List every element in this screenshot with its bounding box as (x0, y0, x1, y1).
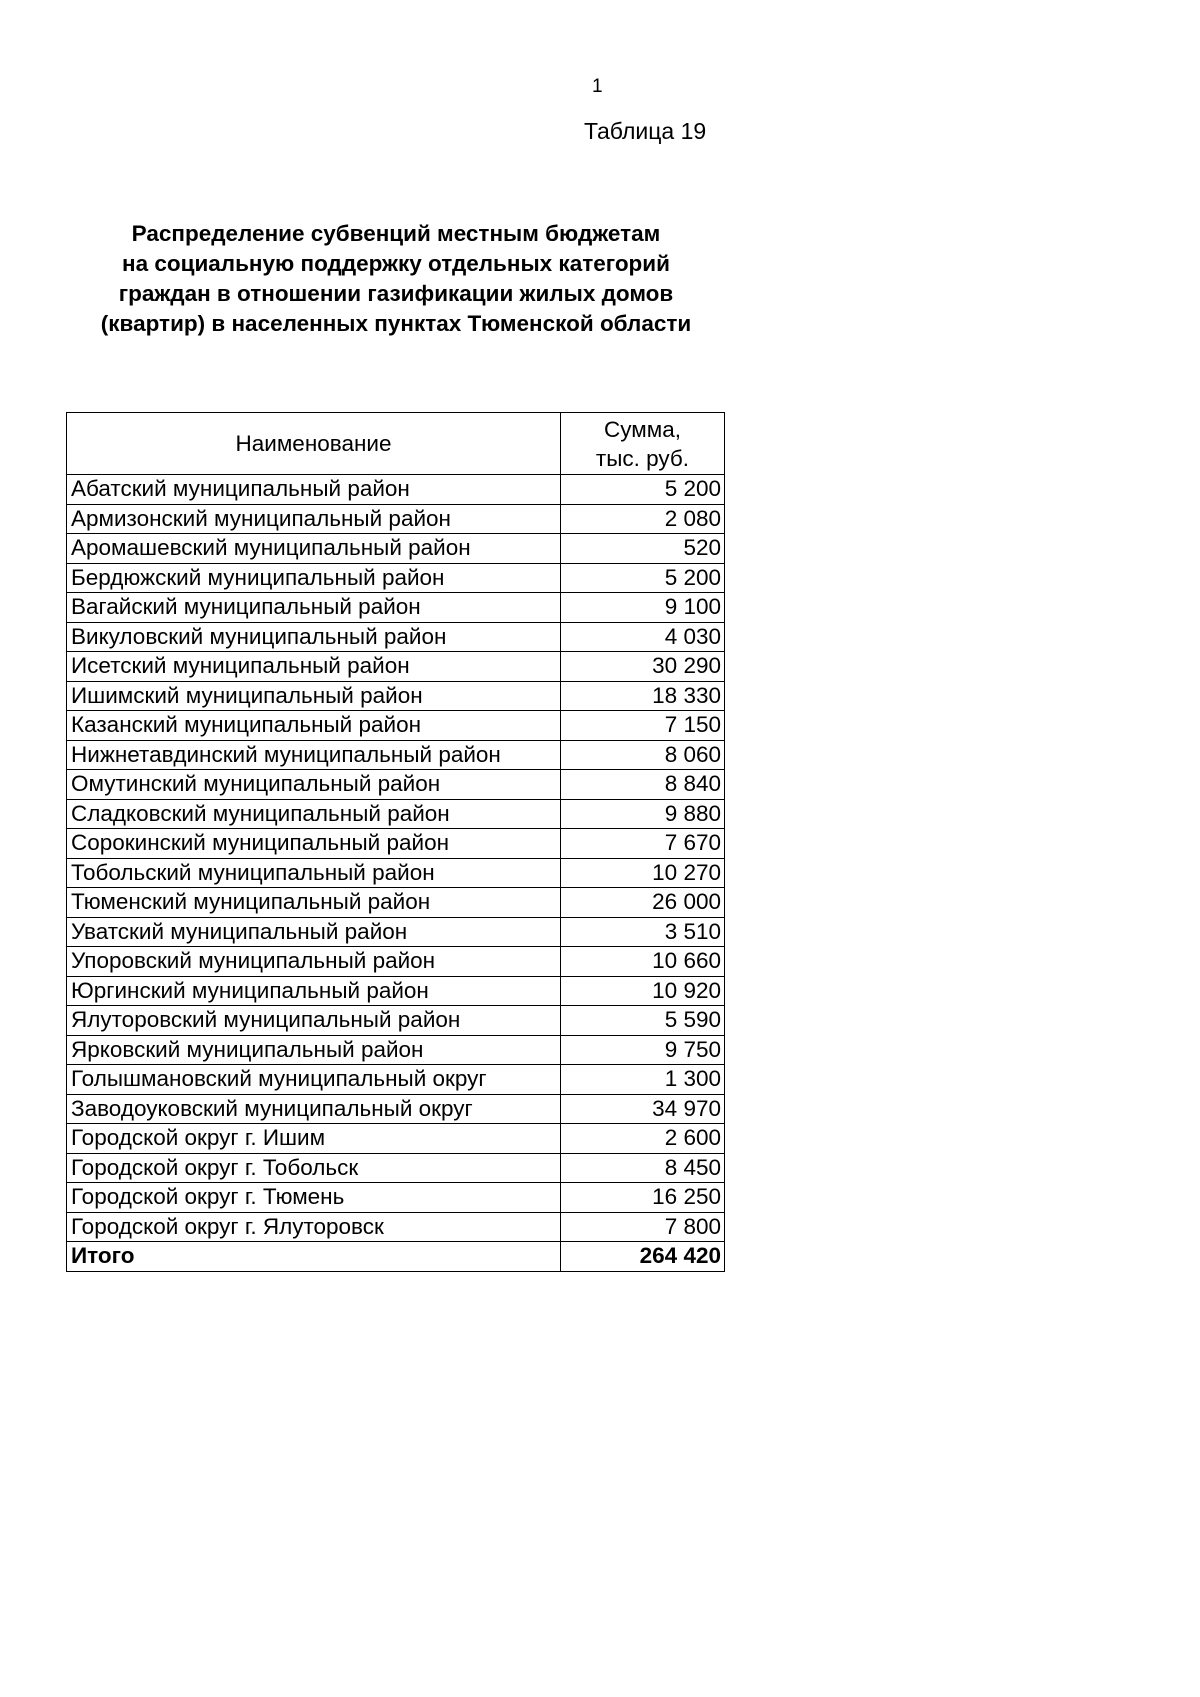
table-row (67, 504, 725, 534)
district-name-cell: Тюменский муниципальный район (67, 888, 561, 918)
district-sum-cell: 8 840 (561, 770, 725, 800)
title-line: на социальную поддержку отдельных категорий (122, 251, 670, 276)
table-row (67, 475, 725, 505)
district-name-cell: Ялуторовский муниципальный район (67, 1006, 561, 1036)
district-sum-cell: 2 080 (561, 504, 725, 534)
district-sum-cell: 7 150 (561, 711, 725, 741)
district-name-cell: Омутинский муниципальный район (67, 770, 561, 800)
table-row (67, 1212, 725, 1242)
district-name-cell: Сладковский муниципальный район (67, 799, 561, 829)
district-name-cell: Аромашевский муниципальный район (67, 534, 561, 564)
table-row (67, 1094, 725, 1124)
document-title (66, 219, 726, 339)
district-name-cell: Исетский муниципальный район (67, 652, 561, 682)
district-sum-cell: 9 880 (561, 799, 725, 829)
table-row (67, 563, 725, 593)
district-sum-cell: 5 590 (561, 1006, 725, 1036)
table-row (67, 711, 725, 741)
district-sum-cell: 10 920 (561, 976, 725, 1006)
district-name-cell: Городской округ г. Тюмень (67, 1183, 561, 1213)
table-row (67, 858, 725, 888)
district-sum-cell: 2 600 (561, 1124, 725, 1154)
district-name-cell: Уватский муниципальный район (67, 917, 561, 947)
district-name-cell: Армизонский муниципальный район (67, 504, 561, 534)
header-sum-line: тыс. руб. (595, 445, 690, 471)
header-sum (561, 413, 725, 475)
table-row (67, 976, 725, 1006)
district-sum-cell: 8 450 (561, 1153, 725, 1183)
district-sum-cell: 10 270 (561, 858, 725, 888)
district-name-cell: Вагайский муниципальный район (67, 593, 561, 623)
table-row (67, 1183, 725, 1213)
district-sum-cell: 34 970 (561, 1094, 725, 1124)
total-sum: 264 420 (561, 1242, 725, 1272)
district-name-cell: Викуловский муниципальный район (67, 622, 561, 652)
district-sum-cell: 16 250 (561, 1183, 725, 1213)
table-row (67, 829, 725, 859)
district-name-cell: Нижнетавдинский муниципальный район (67, 740, 561, 770)
table-header-row (67, 413, 725, 475)
title-line: граждан в отношении газификации жилых домов (118, 281, 674, 306)
district-name-cell: Бердюжский муниципальный район (67, 563, 561, 593)
total-row (67, 1242, 725, 1272)
district-name-cell: Ярковский муниципальный район (67, 1035, 561, 1065)
table-row (67, 534, 725, 564)
district-sum-cell: 9 750 (561, 1035, 725, 1065)
district-sum-cell: 5 200 (561, 563, 725, 593)
title-line: (квартир) в населенных пунктах Тюменской области (100, 311, 692, 336)
table-row (67, 888, 725, 918)
district-sum-cell: 10 660 (561, 947, 725, 977)
district-sum-cell: 8 060 (561, 740, 725, 770)
district-sum-cell: 4 030 (561, 622, 725, 652)
table-row (67, 1153, 725, 1183)
header-name: Наименование (67, 413, 561, 475)
district-name-cell: Городской округ г. Ялуторовск (67, 1212, 561, 1242)
title-line: Распределение субвенций местным бюджетам (131, 221, 661, 246)
district-name-cell: Упоровский муниципальный район (67, 947, 561, 977)
district-name-cell: Городской округ г. Тобольск (67, 1153, 561, 1183)
district-sum-cell: 520 (561, 534, 725, 564)
district-sum-cell: 3 510 (561, 917, 725, 947)
district-sum-cell: 26 000 (561, 888, 725, 918)
table-row (67, 1035, 725, 1065)
table-body (67, 475, 725, 1272)
table-row (67, 799, 725, 829)
district-name-cell: Юргинский муниципальный район (67, 976, 561, 1006)
subvention-table (66, 412, 725, 1272)
district-sum-cell: 5 200 (561, 475, 725, 505)
table-label: Таблица 19 (584, 118, 707, 144)
total-label: Итого (67, 1242, 561, 1272)
table-row (67, 622, 725, 652)
district-name-cell: Заводоуковский муниципальный округ (67, 1094, 561, 1124)
district-sum-cell: 18 330 (561, 681, 725, 711)
district-name-cell: Абатский муниципальный район (67, 475, 561, 505)
table-row (67, 947, 725, 977)
table-row (67, 770, 725, 800)
district-name-cell: Ишимский муниципальный район (67, 681, 561, 711)
table-row (67, 1065, 725, 1095)
district-name-cell: Голышмановский муниципальный округ (67, 1065, 561, 1095)
table-row (67, 917, 725, 947)
district-name-cell: Тобольский муниципальный район (67, 858, 561, 888)
district-name-cell: Сорокинский муниципальный район (67, 829, 561, 859)
header-sum-line: Сумма, (604, 416, 681, 442)
district-name-cell: Городской округ г. Ишим (67, 1124, 561, 1154)
district-sum-cell: 1 300 (561, 1065, 725, 1095)
page-number: 1 (592, 76, 603, 97)
district-name-cell: Казанский муниципальный район (67, 711, 561, 741)
table-row (67, 593, 725, 623)
table-row (67, 1124, 725, 1154)
district-sum-cell: 9 100 (561, 593, 725, 623)
table-row (67, 681, 725, 711)
table-row (67, 652, 725, 682)
district-sum-cell: 30 290 (561, 652, 725, 682)
district-sum-cell: 7 670 (561, 829, 725, 859)
table-row (67, 1006, 725, 1036)
district-sum-cell: 7 800 (561, 1212, 725, 1242)
table-row (67, 740, 725, 770)
